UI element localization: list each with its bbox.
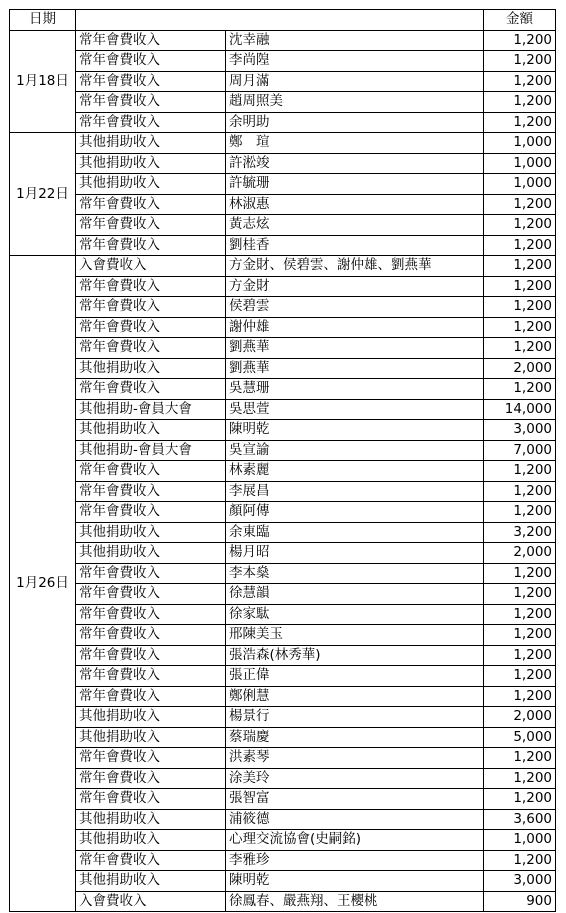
table-row <box>10 379 556 400</box>
name-cell: 顏阿傳 <box>226 502 484 523</box>
amount-cell: 1,200 <box>484 563 556 584</box>
name-cell: 黃志炫 <box>226 215 484 236</box>
table-row <box>10 891 556 912</box>
amount-cell: 1,200 <box>484 276 556 297</box>
category-cell: 其他捐助收入 <box>76 522 226 543</box>
name-cell: 李雅珍 <box>226 850 484 871</box>
ledger-table <box>9 9 556 912</box>
amount-cell: 1,200 <box>484 625 556 646</box>
name-cell: 方金財、侯碧雲、謝仲雄、劉燕華 <box>226 256 484 277</box>
table-row <box>10 645 556 666</box>
table-row <box>10 256 556 277</box>
header-amount: 金額 <box>484 10 556 31</box>
amount-cell: 1,200 <box>484 215 556 236</box>
table-row <box>10 215 556 236</box>
amount-cell: 1,200 <box>484 604 556 625</box>
name-cell: 楊景行 <box>226 707 484 728</box>
table-row <box>10 358 556 379</box>
category-cell: 常年會費收入 <box>76 194 226 215</box>
amount-cell: 2,000 <box>484 543 556 564</box>
category-cell: 常年會費收入 <box>76 481 226 502</box>
table-row <box>10 604 556 625</box>
category-cell: 常年會費收入 <box>76 850 226 871</box>
amount-cell: 3,200 <box>484 522 556 543</box>
amount-cell: 1,200 <box>484 235 556 256</box>
amount-cell: 1,200 <box>484 645 556 666</box>
category-cell: 常年會費收入 <box>76 379 226 400</box>
name-cell: 劉燕華 <box>226 338 484 359</box>
category-cell: 常年會費收入 <box>76 297 226 318</box>
category-cell: 其他捐助收入 <box>76 174 226 195</box>
table-row <box>10 194 556 215</box>
name-cell: 劉桂香 <box>226 235 484 256</box>
name-cell: 李展昌 <box>226 481 484 502</box>
category-cell: 其他捐助收入 <box>76 358 226 379</box>
amount-cell: 7,000 <box>484 440 556 461</box>
table-row <box>10 502 556 523</box>
amount-cell: 900 <box>484 891 556 912</box>
name-cell: 許淞竣 <box>226 153 484 174</box>
amount-cell: 1,200 <box>484 256 556 277</box>
name-cell: 沈幸融 <box>226 30 484 51</box>
name-cell: 張正偉 <box>226 666 484 687</box>
table-row <box>10 92 556 113</box>
amount-cell: 1,200 <box>484 686 556 707</box>
table-row <box>10 71 556 92</box>
amount-cell: 14,000 <box>484 399 556 420</box>
ledger-body <box>10 30 556 912</box>
amount-cell: 3,600 <box>484 809 556 830</box>
table-row <box>10 563 556 584</box>
name-cell: 林素麗 <box>226 461 484 482</box>
category-cell: 其他捐助收入 <box>76 153 226 174</box>
category-cell: 常年會費收入 <box>76 235 226 256</box>
name-cell: 余東臨 <box>226 522 484 543</box>
table-row <box>10 522 556 543</box>
table-row <box>10 850 556 871</box>
category-cell: 常年會費收入 <box>76 686 226 707</box>
table-row <box>10 666 556 687</box>
header-row <box>10 10 556 31</box>
name-cell: 徐家駄 <box>226 604 484 625</box>
category-cell: 常年會費收入 <box>76 584 226 605</box>
category-cell: 常年會費收入 <box>76 51 226 72</box>
table-row <box>10 297 556 318</box>
amount-cell: 1,000 <box>484 830 556 851</box>
name-cell: 邢陳美玉 <box>226 625 484 646</box>
amount-cell: 1,200 <box>484 92 556 113</box>
table-row <box>10 112 556 133</box>
name-cell: 徐鳳春、嚴燕翔、王櫻桃 <box>226 891 484 912</box>
category-cell: 常年會費收入 <box>76 563 226 584</box>
category-cell: 常年會費收入 <box>76 338 226 359</box>
table-row <box>10 399 556 420</box>
amount-cell: 1,200 <box>484 584 556 605</box>
category-cell: 常年會費收入 <box>76 604 226 625</box>
table-row <box>10 440 556 461</box>
category-cell: 常年會費收入 <box>76 276 226 297</box>
date-cell: 1月22日 <box>10 133 76 256</box>
name-cell: 張浩森(林秀華) <box>226 645 484 666</box>
name-cell: 楊月昭 <box>226 543 484 564</box>
table-row <box>10 317 556 338</box>
amount-cell: 1,200 <box>484 338 556 359</box>
category-cell: 其他捐助收入 <box>76 420 226 441</box>
name-cell: 許毓珊 <box>226 174 484 195</box>
category-cell: 常年會費收入 <box>76 215 226 236</box>
date-cell: 1月18日 <box>10 30 76 133</box>
amount-cell: 2,000 <box>484 707 556 728</box>
table-row <box>10 543 556 564</box>
category-cell: 其他捐助收入 <box>76 133 226 154</box>
name-cell: 吳思萱 <box>226 399 484 420</box>
table-row <box>10 625 556 646</box>
name-cell: 吳宣諭 <box>226 440 484 461</box>
table-row <box>10 727 556 748</box>
table-row <box>10 235 556 256</box>
name-cell: 余明助 <box>226 112 484 133</box>
amount-cell: 1,200 <box>484 194 556 215</box>
category-cell: 其他捐助收入 <box>76 830 226 851</box>
header-date: 日期 <box>10 10 76 31</box>
amount-cell: 1,200 <box>484 297 556 318</box>
table-row <box>10 174 556 195</box>
category-cell: 常年會費收入 <box>76 71 226 92</box>
name-cell: 浦筱德 <box>226 809 484 830</box>
amount-cell: 1,200 <box>484 51 556 72</box>
table-row <box>10 51 556 72</box>
header-description <box>76 10 484 31</box>
amount-cell: 1,200 <box>484 481 556 502</box>
amount-cell: 1,200 <box>484 461 556 482</box>
name-cell: 李本燊 <box>226 563 484 584</box>
table-row <box>10 133 556 154</box>
name-cell: 趙周照美 <box>226 92 484 113</box>
name-cell: 陳明乾 <box>226 420 484 441</box>
amount-cell: 5,000 <box>484 727 556 748</box>
name-cell: 洪素琴 <box>226 748 484 769</box>
table-row <box>10 809 556 830</box>
name-cell: 侯碧雲 <box>226 297 484 318</box>
name-cell: 鄭 瑄 <box>226 133 484 154</box>
table-row <box>10 276 556 297</box>
table-row <box>10 584 556 605</box>
name-cell: 劉燕華 <box>226 358 484 379</box>
name-cell: 周月滿 <box>226 71 484 92</box>
table-row <box>10 830 556 851</box>
amount-cell: 3,000 <box>484 871 556 892</box>
amount-cell: 1,200 <box>484 30 556 51</box>
category-cell: 其他捐助收入 <box>76 809 226 830</box>
amount-cell: 3,000 <box>484 420 556 441</box>
amount-cell: 1,200 <box>484 379 556 400</box>
table-row <box>10 768 556 789</box>
table-row <box>10 748 556 769</box>
table-row <box>10 420 556 441</box>
amount-cell: 1,200 <box>484 666 556 687</box>
amount-cell: 1,200 <box>484 748 556 769</box>
category-cell: 常年會費收入 <box>76 666 226 687</box>
name-cell: 吳慧珊 <box>226 379 484 400</box>
table-row <box>10 686 556 707</box>
amount-cell: 1,000 <box>484 174 556 195</box>
name-cell: 陳明乾 <box>226 871 484 892</box>
amount-cell: 2,000 <box>484 358 556 379</box>
amount-cell: 1,200 <box>484 317 556 338</box>
category-cell: 常年會費收入 <box>76 768 226 789</box>
amount-cell: 1,200 <box>484 789 556 810</box>
table-row <box>10 461 556 482</box>
category-cell: 其他捐助-會員大會 <box>76 399 226 420</box>
category-cell: 其他捐助-會員大會 <box>76 440 226 461</box>
name-cell: 蔡瑞慶 <box>226 727 484 748</box>
category-cell: 入會費收入 <box>76 891 226 912</box>
category-cell: 常年會費收入 <box>76 502 226 523</box>
category-cell: 常年會費收入 <box>76 625 226 646</box>
category-cell: 其他捐助收入 <box>76 871 226 892</box>
amount-cell: 1,000 <box>484 133 556 154</box>
name-cell: 鄭俐慧 <box>226 686 484 707</box>
name-cell: 謝仲雄 <box>226 317 484 338</box>
amount-cell: 1,200 <box>484 768 556 789</box>
name-cell: 李尚隍 <box>226 51 484 72</box>
category-cell: 常年會費收入 <box>76 461 226 482</box>
name-cell: 心理交流協會(史嗣銘) <box>226 830 484 851</box>
table-row <box>10 153 556 174</box>
category-cell: 常年會費收入 <box>76 748 226 769</box>
table-row <box>10 871 556 892</box>
table-row <box>10 338 556 359</box>
category-cell: 常年會費收入 <box>76 645 226 666</box>
name-cell: 方金財 <box>226 276 484 297</box>
name-cell: 張智富 <box>226 789 484 810</box>
table-row <box>10 481 556 502</box>
category-cell: 入會費收入 <box>76 256 226 277</box>
table-row <box>10 707 556 728</box>
name-cell: 林淑惠 <box>226 194 484 215</box>
amount-cell: 1,200 <box>484 112 556 133</box>
table-row <box>10 30 556 51</box>
table-row <box>10 789 556 810</box>
category-cell: 其他捐助收入 <box>76 543 226 564</box>
category-cell: 常年會費收入 <box>76 112 226 133</box>
name-cell: 涂美玲 <box>226 768 484 789</box>
category-cell: 其他捐助收入 <box>76 727 226 748</box>
category-cell: 常年會費收入 <box>76 789 226 810</box>
amount-cell: 1,200 <box>484 850 556 871</box>
amount-cell: 1,000 <box>484 153 556 174</box>
amount-cell: 1,200 <box>484 502 556 523</box>
category-cell: 常年會費收入 <box>76 317 226 338</box>
category-cell: 常年會費收入 <box>76 92 226 113</box>
category-cell: 其他捐助收入 <box>76 707 226 728</box>
date-cell: 1月26日 <box>10 256 76 912</box>
name-cell: 徐慧韻 <box>226 584 484 605</box>
amount-cell: 1,200 <box>484 71 556 92</box>
category-cell: 常年會費收入 <box>76 30 226 51</box>
